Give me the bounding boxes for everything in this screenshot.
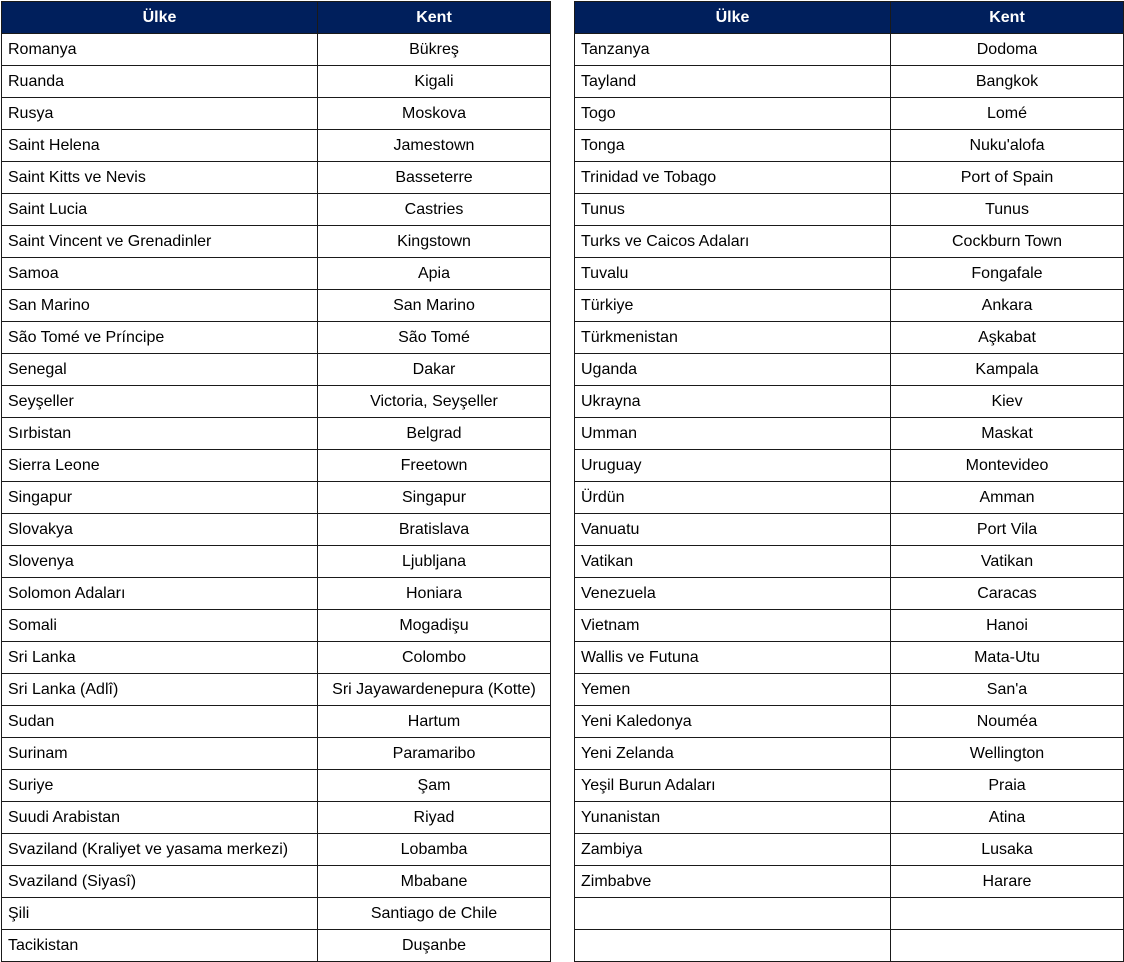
city-cell: Kingstown bbox=[318, 226, 551, 258]
table-row bbox=[575, 98, 1124, 130]
country-cell: Vanuatu bbox=[575, 514, 891, 546]
city-cell: Maskat bbox=[891, 418, 1124, 450]
city-cell: Mogadişu bbox=[318, 610, 551, 642]
country-cell: Singapur bbox=[2, 482, 318, 514]
country-cell: Venezuela bbox=[575, 578, 891, 610]
city-cell: Caracas bbox=[891, 578, 1124, 610]
city-cell: Port of Spain bbox=[891, 162, 1124, 194]
city-cell: Mbabane bbox=[318, 866, 551, 898]
city-cell: Lomé bbox=[891, 98, 1124, 130]
city-cell: Bangkok bbox=[891, 66, 1124, 98]
table-row bbox=[2, 354, 551, 386]
capitals-table-right bbox=[574, 1, 1124, 962]
city-cell: Fongafale bbox=[891, 258, 1124, 290]
city-cell: Vatikan bbox=[891, 546, 1124, 578]
city-cell: Atina bbox=[891, 802, 1124, 834]
city-cell: Belgrad bbox=[318, 418, 551, 450]
country-cell: Türkmenistan bbox=[575, 322, 891, 354]
table-body-right bbox=[575, 34, 1124, 962]
country-cell: Surinam bbox=[2, 738, 318, 770]
country-cell: Yeni Zelanda bbox=[575, 738, 891, 770]
table-row bbox=[575, 194, 1124, 226]
city-cell bbox=[891, 930, 1124, 962]
country-cell: Suudi Arabistan bbox=[2, 802, 318, 834]
table-row bbox=[2, 66, 551, 98]
table-row bbox=[2, 98, 551, 130]
table-row bbox=[2, 578, 551, 610]
country-cell: Yeni Kaledonya bbox=[575, 706, 891, 738]
city-cell: Dakar bbox=[318, 354, 551, 386]
country-cell: Yemen bbox=[575, 674, 891, 706]
table-row bbox=[575, 834, 1124, 866]
country-cell: Trinidad ve Tobago bbox=[575, 162, 891, 194]
country-header: Ülke bbox=[575, 2, 891, 34]
city-cell: Lobamba bbox=[318, 834, 551, 866]
table-row bbox=[2, 514, 551, 546]
country-cell: Türkiye bbox=[575, 290, 891, 322]
country-cell: Solomon Adaları bbox=[2, 578, 318, 610]
country-cell: Vietnam bbox=[575, 610, 891, 642]
country-cell: Turks ve Caicos Adaları bbox=[575, 226, 891, 258]
table-row bbox=[575, 930, 1124, 962]
table-row bbox=[2, 898, 551, 930]
country-cell: Ukrayna bbox=[575, 386, 891, 418]
country-cell: Yunanistan bbox=[575, 802, 891, 834]
country-cell: Sri Lanka (Adlî) bbox=[2, 674, 318, 706]
city-cell: Paramaribo bbox=[318, 738, 551, 770]
table-row bbox=[575, 898, 1124, 930]
city-cell: Ankara bbox=[891, 290, 1124, 322]
table-row bbox=[575, 642, 1124, 674]
table-row bbox=[2, 290, 551, 322]
country-cell: Saint Kitts ve Nevis bbox=[2, 162, 318, 194]
city-cell: San Marino bbox=[318, 290, 551, 322]
city-cell: Moskova bbox=[318, 98, 551, 130]
country-cell: Tayland bbox=[575, 66, 891, 98]
table-row bbox=[2, 482, 551, 514]
country-cell: Sierra Leone bbox=[2, 450, 318, 482]
city-cell: Freetown bbox=[318, 450, 551, 482]
table-row bbox=[2, 130, 551, 162]
country-cell: Ruanda bbox=[2, 66, 318, 98]
city-cell: Hanoi bbox=[891, 610, 1124, 642]
table-row bbox=[575, 290, 1124, 322]
table-row bbox=[2, 546, 551, 578]
table-row bbox=[2, 34, 551, 66]
table-row bbox=[2, 866, 551, 898]
country-cell: Şili bbox=[2, 898, 318, 930]
country-cell: Vatikan bbox=[575, 546, 891, 578]
table-row bbox=[575, 802, 1124, 834]
table-row bbox=[575, 226, 1124, 258]
table-row bbox=[2, 674, 551, 706]
city-cell: Apia bbox=[318, 258, 551, 290]
city-cell: Nouméa bbox=[891, 706, 1124, 738]
table-row bbox=[2, 738, 551, 770]
table-body-left bbox=[2, 34, 551, 962]
table-row bbox=[575, 514, 1124, 546]
city-cell bbox=[891, 898, 1124, 930]
city-cell: Dodoma bbox=[891, 34, 1124, 66]
city-cell: Riyad bbox=[318, 802, 551, 834]
country-cell: Romanya bbox=[2, 34, 318, 66]
country-cell: Seyşeller bbox=[2, 386, 318, 418]
city-cell: Bükreş bbox=[318, 34, 551, 66]
city-cell: Castries bbox=[318, 194, 551, 226]
city-cell: Amman bbox=[891, 482, 1124, 514]
table-row bbox=[575, 578, 1124, 610]
city-header: Kent bbox=[318, 2, 551, 34]
city-cell: San'a bbox=[891, 674, 1124, 706]
city-cell: Victoria, Seyşeller bbox=[318, 386, 551, 418]
table-row bbox=[575, 66, 1124, 98]
country-cell: Tanzanya bbox=[575, 34, 891, 66]
country-cell: Rusya bbox=[2, 98, 318, 130]
table-row bbox=[2, 162, 551, 194]
country-cell: Svaziland (Siyasî) bbox=[2, 866, 318, 898]
table-row bbox=[2, 834, 551, 866]
table-row bbox=[575, 610, 1124, 642]
table-row bbox=[575, 322, 1124, 354]
city-cell: Port Vila bbox=[891, 514, 1124, 546]
table-row bbox=[575, 706, 1124, 738]
table-row bbox=[2, 258, 551, 290]
country-cell bbox=[575, 898, 891, 930]
country-cell: Senegal bbox=[2, 354, 318, 386]
country-cell: Suriye bbox=[2, 770, 318, 802]
country-cell: Tuvalu bbox=[575, 258, 891, 290]
country-cell: Saint Vincent ve Grenadinler bbox=[2, 226, 318, 258]
country-cell: Togo bbox=[575, 98, 891, 130]
country-cell bbox=[575, 930, 891, 962]
country-cell: Zimbabve bbox=[575, 866, 891, 898]
table-row bbox=[575, 450, 1124, 482]
city-cell: Wellington bbox=[891, 738, 1124, 770]
country-cell: Umman bbox=[575, 418, 891, 450]
country-cell: Slovenya bbox=[2, 546, 318, 578]
table-row bbox=[2, 706, 551, 738]
table-row bbox=[2, 418, 551, 450]
country-cell: Svaziland (Kraliyet ve yasama merkezi) bbox=[2, 834, 318, 866]
table-row bbox=[2, 802, 551, 834]
country-cell: Zambiya bbox=[575, 834, 891, 866]
country-cell: Tunus bbox=[575, 194, 891, 226]
table-row bbox=[2, 642, 551, 674]
country-cell: Yeşil Burun Adaları bbox=[575, 770, 891, 802]
city-cell: Kiev bbox=[891, 386, 1124, 418]
table-row bbox=[2, 610, 551, 642]
table-row bbox=[575, 738, 1124, 770]
table-row bbox=[575, 546, 1124, 578]
header-row bbox=[2, 2, 551, 34]
table-row bbox=[575, 258, 1124, 290]
country-cell: Ürdün bbox=[575, 482, 891, 514]
table-row bbox=[575, 162, 1124, 194]
city-cell: Honiara bbox=[318, 578, 551, 610]
city-cell: São Tomé bbox=[318, 322, 551, 354]
country-cell: Somali bbox=[2, 610, 318, 642]
city-cell: Şam bbox=[318, 770, 551, 802]
city-cell: Nuku'alofa bbox=[891, 130, 1124, 162]
table-row bbox=[575, 770, 1124, 802]
country-cell: Wallis ve Futuna bbox=[575, 642, 891, 674]
city-cell: Harare bbox=[891, 866, 1124, 898]
city-cell: Sri Jayawardenepura (Kotte) bbox=[318, 674, 551, 706]
country-cell: Sudan bbox=[2, 706, 318, 738]
city-cell: Basseterre bbox=[318, 162, 551, 194]
table-row bbox=[575, 866, 1124, 898]
table-row bbox=[575, 130, 1124, 162]
table-row bbox=[2, 386, 551, 418]
table-row bbox=[2, 930, 551, 962]
country-cell: Tonga bbox=[575, 130, 891, 162]
city-cell: Tunus bbox=[891, 194, 1124, 226]
country-cell: Saint Helena bbox=[2, 130, 318, 162]
country-cell: Tacikistan bbox=[2, 930, 318, 962]
city-header: Kent bbox=[891, 2, 1124, 34]
country-cell: Uganda bbox=[575, 354, 891, 386]
city-cell: Santiago de Chile bbox=[318, 898, 551, 930]
city-cell: Kampala bbox=[891, 354, 1124, 386]
country-cell: Sri Lanka bbox=[2, 642, 318, 674]
table-row bbox=[2, 770, 551, 802]
table-row bbox=[2, 194, 551, 226]
country-cell: Saint Lucia bbox=[2, 194, 318, 226]
table-row bbox=[575, 34, 1124, 66]
country-cell: San Marino bbox=[2, 290, 318, 322]
capitals-table-left bbox=[1, 1, 551, 962]
country-cell: São Tomé ve Príncipe bbox=[2, 322, 318, 354]
city-cell: Praia bbox=[891, 770, 1124, 802]
table-row bbox=[575, 386, 1124, 418]
city-cell: Colombo bbox=[318, 642, 551, 674]
city-cell: Cockburn Town bbox=[891, 226, 1124, 258]
table-row bbox=[575, 418, 1124, 450]
city-cell: Aşkabat bbox=[891, 322, 1124, 354]
city-cell: Kigali bbox=[318, 66, 551, 98]
city-cell: Jamestown bbox=[318, 130, 551, 162]
city-cell: Hartum bbox=[318, 706, 551, 738]
country-cell: Sırbistan bbox=[2, 418, 318, 450]
table-row bbox=[2, 450, 551, 482]
table-row bbox=[575, 482, 1124, 514]
country-cell: Slovakya bbox=[2, 514, 318, 546]
country-cell: Samoa bbox=[2, 258, 318, 290]
city-cell: Montevideo bbox=[891, 450, 1124, 482]
city-cell: Lusaka bbox=[891, 834, 1124, 866]
country-cell: Uruguay bbox=[575, 450, 891, 482]
table-row bbox=[2, 226, 551, 258]
table-row bbox=[2, 322, 551, 354]
table-row bbox=[575, 354, 1124, 386]
header-row bbox=[575, 2, 1124, 34]
country-header: Ülke bbox=[2, 2, 318, 34]
city-cell: Mata-Utu bbox=[891, 642, 1124, 674]
city-cell: Bratislava bbox=[318, 514, 551, 546]
city-cell: Singapur bbox=[318, 482, 551, 514]
city-cell: Duşanbe bbox=[318, 930, 551, 962]
table-row bbox=[575, 674, 1124, 706]
city-cell: Ljubljana bbox=[318, 546, 551, 578]
